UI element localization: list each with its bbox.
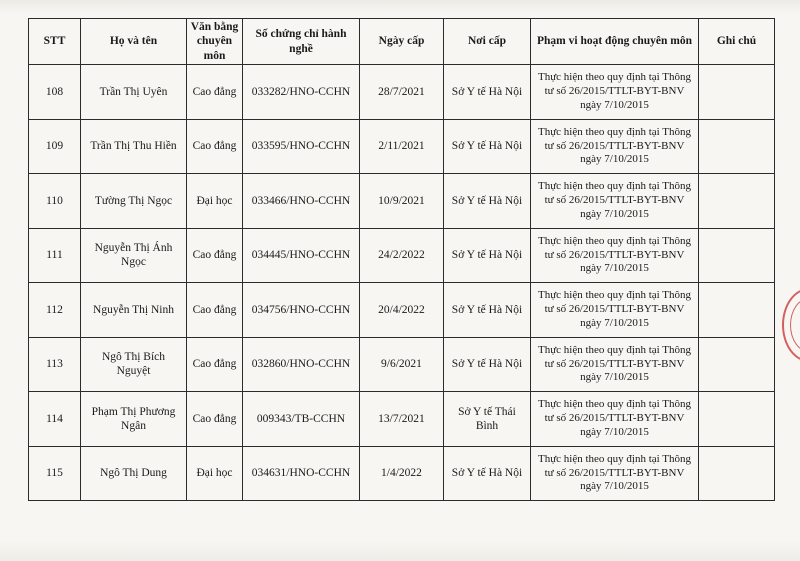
- cell-date: 13/7/2021: [360, 392, 444, 447]
- cell-stt: 114: [29, 392, 81, 447]
- cell-cert: 009343/TB-CCHN: [243, 392, 360, 447]
- header-scope: Phạm vi hoạt động chuyên môn: [531, 19, 699, 65]
- table-row: [29, 119, 775, 174]
- cell-name: Nguyễn Thị Ninh: [81, 283, 187, 338]
- cell-stt: 110: [29, 174, 81, 229]
- cell-scope: Thực hiện theo quy định tại Thông tư số 26/2015/TTLT-BYT-BNV ngày 7/10/2015: [531, 174, 699, 229]
- header-cert: Số chứng chỉ hành nghề: [243, 19, 360, 65]
- cell-degree: Cao đẳng: [187, 119, 243, 174]
- cell-date: 10/9/2021: [360, 174, 444, 229]
- cell-name: Ngô Thị Bích Nguyệt: [81, 337, 187, 392]
- cell-scope: Thực hiện theo quy định tại Thông tư số 26/2015/TTLT-BYT-BNV ngày 7/10/2015: [531, 119, 699, 174]
- cell-note: [699, 446, 775, 501]
- cell-cert: 034445/HNO-CCHN: [243, 228, 360, 283]
- cell-degree: Cao đẳng: [187, 283, 243, 338]
- cell-issuer: Sở Y tế Hà Nội: [444, 65, 531, 120]
- cell-stt: 111: [29, 228, 81, 283]
- cell-degree: Cao đẳng: [187, 65, 243, 120]
- cell-name: Phạm Thị Phương Ngân: [81, 392, 187, 447]
- cell-note: [699, 228, 775, 283]
- cell-scope: Thực hiện theo quy định tại Thông tư số 26/2015/TTLT-BYT-BNV ngày 7/10/2015: [531, 228, 699, 283]
- header-degree: Văn bằng chuyên môn: [187, 19, 243, 65]
- cell-issuer: Sở Y tế Thái Bình: [444, 392, 531, 447]
- cell-stt: 115: [29, 446, 81, 501]
- practitioner-table: [28, 18, 775, 501]
- cell-issuer: Sở Y tế Hà Nội: [444, 174, 531, 229]
- cell-note: [699, 283, 775, 338]
- cell-scope: Thực hiện theo quy định tại Thông tư số 26/2015/TTLT-BYT-BNV ngày 7/10/2015: [531, 446, 699, 501]
- cell-name: Ngô Thị Dung: [81, 446, 187, 501]
- cell-scope: Thực hiện theo quy định tại Thông tư số 26/2015/TTLT-BYT-BNV ngày 7/10/2015: [531, 392, 699, 447]
- cell-issuer: Sở Y tế Hà Nội: [444, 119, 531, 174]
- cell-date: 28/7/2021: [360, 65, 444, 120]
- cell-degree: Cao đẳng: [187, 392, 243, 447]
- cell-degree: Cao đẳng: [187, 228, 243, 283]
- cell-cert: 033595/HNO-CCHN: [243, 119, 360, 174]
- table-row: [29, 446, 775, 501]
- cell-note: [699, 119, 775, 174]
- header-note: Ghi chú: [699, 19, 775, 65]
- cell-degree: Cao đẳng: [187, 337, 243, 392]
- cell-date: 24/2/2022: [360, 228, 444, 283]
- cell-issuer: Sở Y tế Hà Nội: [444, 228, 531, 283]
- cell-date: 9/6/2021: [360, 337, 444, 392]
- cell-scope: Thực hiện theo quy định tại Thông tư số 26/2015/TTLT-BYT-BNV ngày 7/10/2015: [531, 65, 699, 120]
- cell-stt: 108: [29, 65, 81, 120]
- cell-note: [699, 65, 775, 120]
- cell-note: [699, 174, 775, 229]
- cell-scope: Thực hiện theo quy định tại Thông tư số 26/2015/TTLT-BYT-BNV ngày 7/10/2015: [531, 283, 699, 338]
- cell-degree: Đại học: [187, 446, 243, 501]
- cell-issuer: Sở Y tế Hà Nội: [444, 446, 531, 501]
- cell-cert: 033282/HNO-CCHN: [243, 65, 360, 120]
- seal-inner-ring: [790, 298, 800, 352]
- cell-date: 1/4/2022: [360, 446, 444, 501]
- table-row: [29, 283, 775, 338]
- cell-stt: 112: [29, 283, 81, 338]
- cell-name: Nguyễn Thị Ánh Ngọc: [81, 228, 187, 283]
- header-stt: STT: [29, 19, 81, 65]
- table-row: [29, 65, 775, 120]
- cell-cert: 033466/HNO-CCHN: [243, 174, 360, 229]
- cell-issuer: Sở Y tế Hà Nội: [444, 337, 531, 392]
- cell-cert: 032860/HNO-CCHN: [243, 337, 360, 392]
- table-row: [29, 228, 775, 283]
- cell-stt: 109: [29, 119, 81, 174]
- cell-degree: Đại học: [187, 174, 243, 229]
- header-date: Ngày cấp: [360, 19, 444, 65]
- cell-date: 2/11/2021: [360, 119, 444, 174]
- header-row: [29, 19, 775, 65]
- cell-stt: 113: [29, 337, 81, 392]
- cell-date: 20/4/2022: [360, 283, 444, 338]
- cell-name: Trần Thị Thu Hiền: [81, 119, 187, 174]
- cell-cert: 034756/HNO-CCHN: [243, 283, 360, 338]
- table-row: [29, 174, 775, 229]
- table-row: [29, 337, 775, 392]
- cell-issuer: Sở Y tế Hà Nội: [444, 283, 531, 338]
- cell-cert: 034631/HNO-CCHN: [243, 446, 360, 501]
- header-name: Họ và tên: [81, 19, 187, 65]
- header-issuer: Nơi cấp: [444, 19, 531, 65]
- cell-scope: Thực hiện theo quy định tại Thông tư số 26/2015/TTLT-BYT-BNV ngày 7/10/2015: [531, 337, 699, 392]
- cell-name: Tường Thị Ngọc: [81, 174, 187, 229]
- cell-name: Trần Thị Uyên: [81, 65, 187, 120]
- cell-note: [699, 392, 775, 447]
- table-row: [29, 392, 775, 447]
- cell-note: [699, 337, 775, 392]
